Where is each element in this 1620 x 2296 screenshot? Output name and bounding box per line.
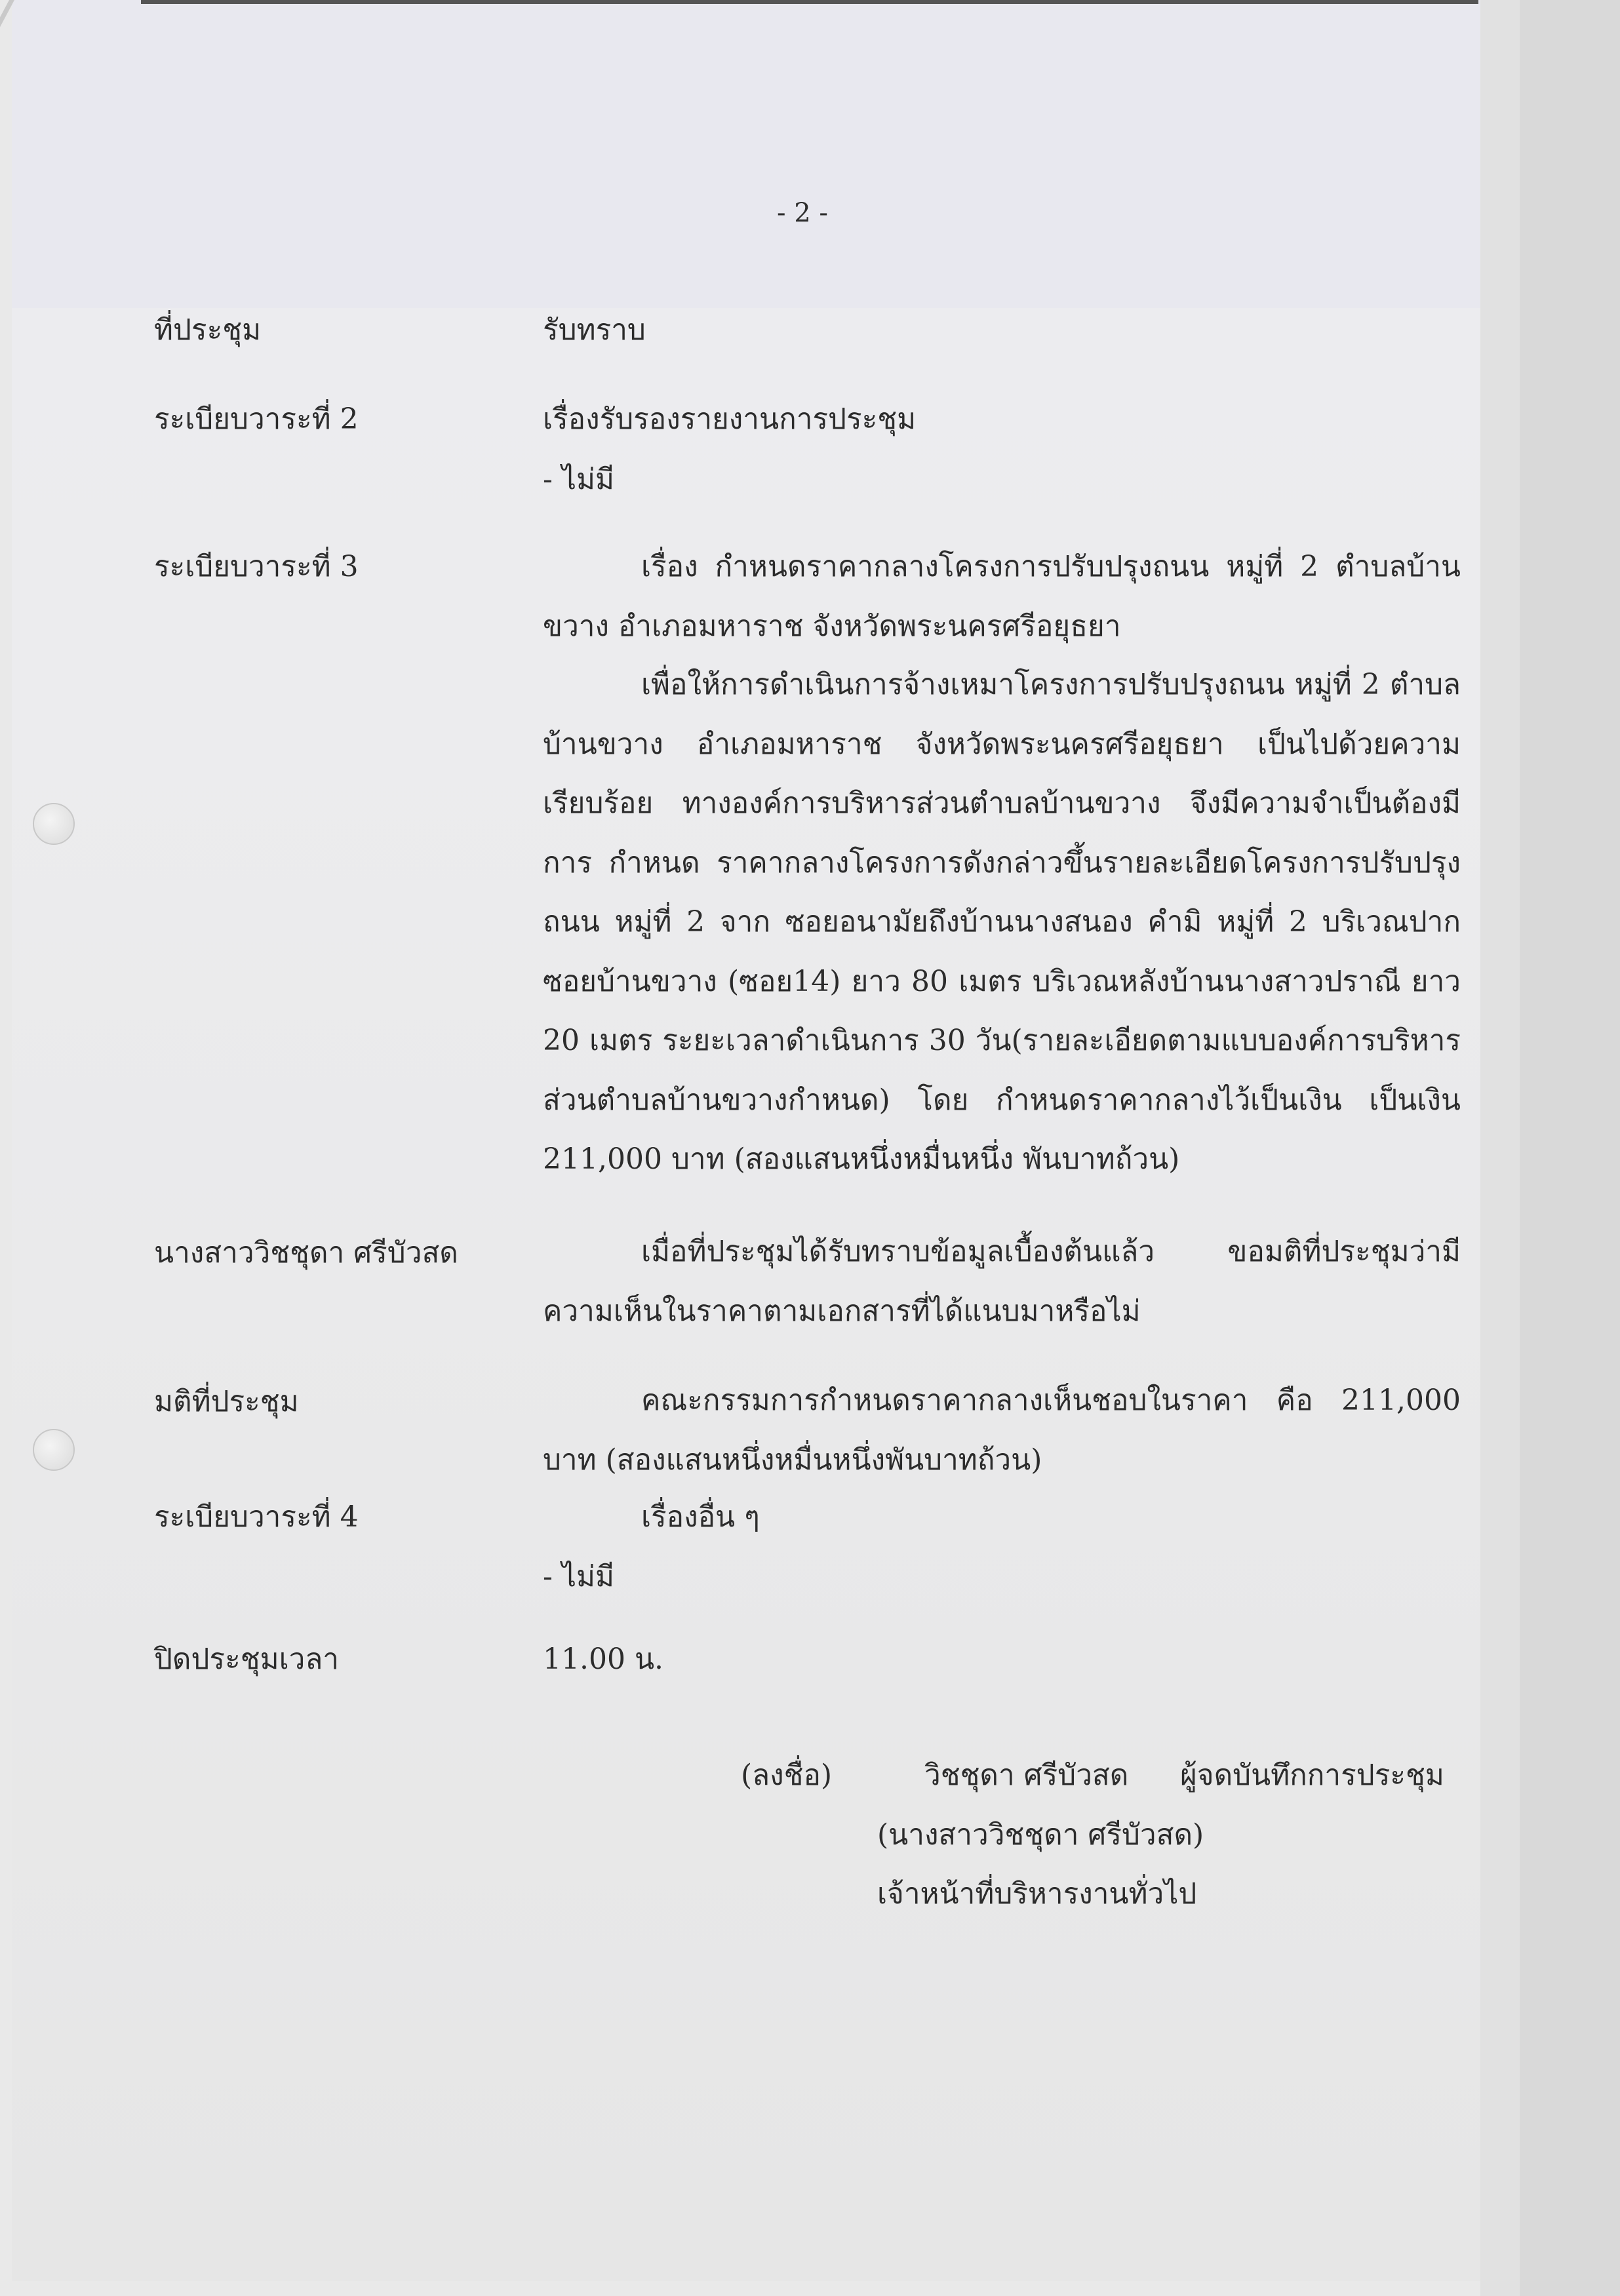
paper-top-band <box>12 0 1480 308</box>
signature-role: ผู้จดบันทึกการประชุม <box>1180 1759 1444 1792</box>
signature-signer: วิชชุดา ศรีบัวสด <box>924 1759 1129 1792</box>
agenda2-title: เรื่องรับรองรายงานการประชุม <box>543 402 917 436</box>
punch-hole-icon <box>33 1429 75 1471</box>
agenda4-title: เรื่องอื่น ๆ <box>641 1500 760 1534</box>
resolution-label: มติที่ประชุม <box>154 1385 299 1418</box>
secretary-label: นางสาววิชชุดา ศรีบัวสด <box>154 1236 458 1270</box>
agenda3-subject: เรื่อง กำหนดราคากลางโครงการปรับปรุงถนน หมู่ที่ 2 ตำบลบ้านขวาง อำเภอมหาราช จังหวัดพระนครศรีอยุธยา <box>543 550 1461 643</box>
agenda4-label: ระเบียบวาระที่ 4 <box>154 1500 359 1534</box>
secretary-statement: เมื่อที่ประชุมได้รับทราบข้อมูลเบื้องต้นแล้ว ขอมติที่ประชุมว่ามี ความเห็นในราคาตามเอกสารที่ได้แนบมาหรือไม่ <box>543 1235 1461 1328</box>
page-number: - 2 - <box>777 198 828 228</box>
top-edge-shadow <box>141 0 1478 4</box>
agenda3-details: เพื่อให้การดำเนินการจ้างเหมาโครงการปรับปรุงถนน หมู่ที่ 2 ตำบลบ้านขวาง อำเภอมหาราช จังหวัดพระนครศรีอยุธยา เป็นไปด้วยความเรียบร้อย ทางองค์การบริหารส่วนตำบลบ้านขวาง จึงมีความจำเป็นต้องมีการ กำหนด ราคากลางโครงการดังกล่าวขึ้นรายละเอียดโครงการปรับปรุงถนน หมู่ที่ 2 จาก ซอยอนามัยถึงบ้านนางสนอง คำมิ หมู่ที่ 2 บริเวณปากซอยบ้านขวาง (ซอย14) ยาว 80 เมตร บริเวณหลังบ้านนางสาวปราณี ยาว 20 เมตร ระยะเวลาดำเนินการ 30 วัน(รายละเอียดตามแบบองค์การบริหารส่วนตำบลบ้านขวางกำหนด) โดย กำหนดราคากลางไว้เป็นเงิน เป็นเงิน 211,000 บาท (สองแสนหนึ่งหมื่นหนึ่ง พันบาทถ้วน) <box>543 668 1461 1176</box>
ack-content: รับทราบ <box>543 313 646 347</box>
scan-margin-edge <box>1480 0 1520 2296</box>
closing-label: ปิดประชุมเวลา <box>154 1643 339 1676</box>
ack-label: ที่ประชุม <box>154 313 262 347</box>
agenda3-label: ระเบียบวาระที่ 3 <box>154 550 359 583</box>
resolution-text: คณะกรรมการกำหนดราคากลางเห็นชอบในราคา คือ 211,000 บาท (สองแสนหนึ่งหมื่นหนึ่งพันบาทถ้วน) <box>543 1384 1461 1477</box>
agenda2-label: ระเบียบวาระที่ 2 <box>154 402 359 436</box>
closing-time: 11.00 น. <box>543 1643 664 1676</box>
signature-label: (ลงชื่อ) <box>741 1759 833 1792</box>
agenda2-item: - ไม่มี <box>543 463 614 496</box>
punch-hole-icon <box>33 803 75 845</box>
signature-full-name: (นางสาววิชชุดา ศรีบัวสด) <box>877 1818 1204 1852</box>
signature-position: เจ้าหน้าที่บริหารงานทั่วไป <box>877 1877 1197 1911</box>
agenda4-item: - ไม่มี <box>543 1560 614 1593</box>
